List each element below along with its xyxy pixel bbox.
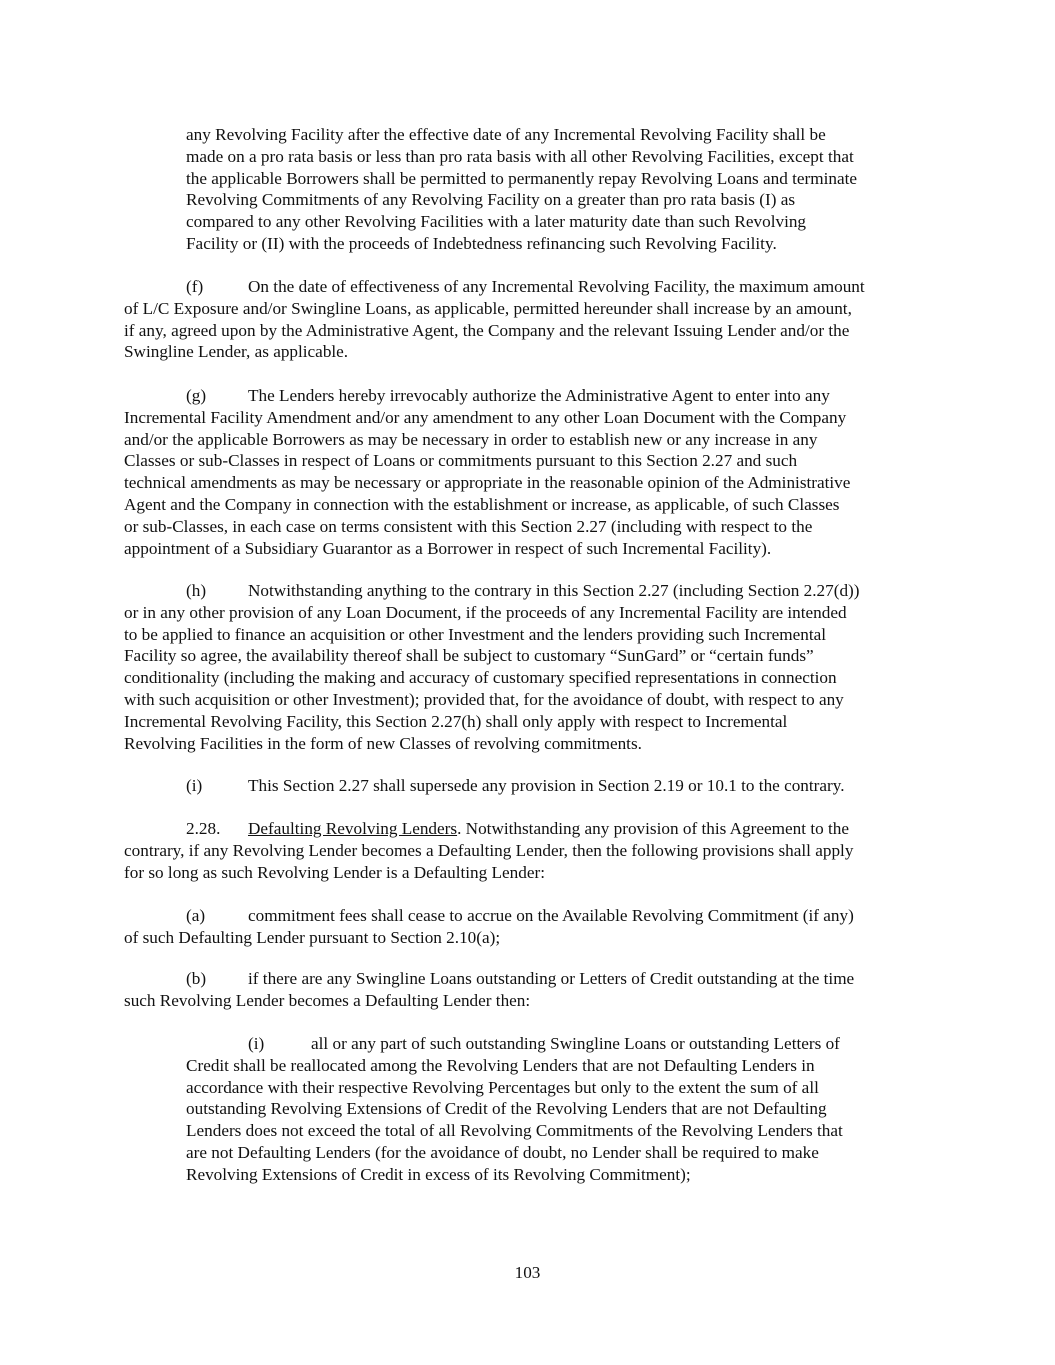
paragraph-label: (g) [186, 386, 207, 405]
paragraph-label: (h) [186, 581, 207, 600]
text-line [124, 968, 936, 990]
text-line: outstanding Revolving Extensions of Credit of the Revolving Lenders that are not Defaulting [186, 1099, 827, 1119]
paragraph-label: (a) [186, 906, 206, 925]
paragraph-label: (f) [186, 277, 204, 296]
text-line [124, 818, 936, 840]
text-line: and/or the applicable Borrowers as may be necessary in order to establish new or any increase in any [124, 429, 818, 449]
text-run: The Lenders hereby irrevocably authorize the Administrative Agent to enter into any [248, 386, 830, 405]
paragraph-i [124, 775, 936, 797]
text-line: or in any other provision of any Loan Document, if the proceeds of any Incremental Facility are intended [124, 602, 847, 622]
text-line: Revolving Facilities in the form of new Classes of revolving commitments. [124, 733, 642, 753]
text-line: to be applied to finance an acquisition or other Investment and the lenders providing such Incremental [124, 624, 827, 644]
text-run: if there are any Swingline Loans outstanding or Letters of Credit outstanding at the time [248, 969, 855, 988]
text-line [124, 775, 936, 797]
text-line: Revolving Commitments of any Revolving Facility on a greater than pro rata basis (I) as [186, 190, 796, 210]
text-line [124, 385, 936, 407]
text-line: made on a pro rata basis or less than pro rata basis with all other Revolving Facilities, except that [186, 146, 854, 166]
text-run: Notwithstanding anything to the contrary in this Section 2.27 (including Section 2.27(d)) [248, 581, 860, 600]
paragraph-g [124, 385, 936, 559]
paragraph-b-i [186, 1033, 936, 1186]
paragraph-label: (i) [248, 1034, 265, 1053]
text-line: Incremental Revolving Facility, this Section 2.27(h) shall only apply with respect to Incremental [124, 711, 788, 731]
text-line: Incremental Facility Amendment and/or any amendment to any other Loan Document with the Company [124, 407, 847, 427]
text-line: if any, agreed upon by the Administrative Agent, the Company and the relevant Issuing Lender and/or the [124, 320, 850, 340]
text-line [124, 276, 936, 298]
text-run: commitment fees shall cease to accrue on the Available Revolving Commitment (if any) [248, 906, 854, 925]
text-line: Agent and the Company in connection with the establishment or increase, as applicable, of such Classes [124, 494, 840, 514]
text-line: the applicable Borrowers shall be permitted to permanently repay Revolving Loans and terminate [186, 168, 858, 188]
text-run: . Notwithstanding any provision of this Agreement to the [457, 819, 849, 838]
section-heading: Defaulting Revolving Lenders [248, 819, 458, 838]
text-line: Revolving Extensions of Credit in excess of its Revolving Commitment); [186, 1164, 691, 1184]
text-line: accordance with their respective Revolving Percentages but only to the extent the sum of all [186, 1077, 819, 1097]
text-line: contrary, if any Revolving Lender becomes a Defaulting Lender, then the following provisions shall apply [124, 840, 854, 860]
text-line: with such acquisition or other Investment); provided that, for the avoidance of doubt, with respect to any [124, 689, 844, 709]
text-line: Credit shall be reallocated among the Revolving Lenders that are not Defaulting Lenders in [186, 1055, 815, 1075]
text-line: for so long as such Revolving Lender is a Defaulting Lender: [124, 862, 545, 882]
paragraph-f [124, 276, 936, 363]
text-line: conditionality (including the making and accuracy of customary specified representations in connection [124, 668, 837, 688]
paragraph-h [124, 580, 936, 754]
text-line: Lenders does not exceed the total of all Revolving Commitments of the Revolving Lenders that [186, 1121, 843, 1141]
paragraph-a [124, 905, 936, 949]
section-2-28 [124, 818, 936, 883]
text-line: Classes or sub-Classes in respect of Loans or commitments pursuant to this Section 2.27 and such [124, 451, 798, 471]
text-line: such Revolving Lender becomes a Defaulting Lender then: [124, 990, 531, 1010]
text-line: compared to any other Revolving Facilities with a later maturity date than such Revolving [186, 212, 807, 232]
text-run: This Section 2.27 shall supersede any provision in Section 2.19 or 10.1 to the contrary. [248, 776, 845, 795]
continuation-paragraph [186, 124, 936, 255]
text-line: or sub-Classes, in each case on terms consistent with this Section 2.27 (including with respect to the [124, 516, 813, 536]
text-line [124, 905, 936, 927]
text-line: Facility or (II) with the proceeds of Indebtedness refinancing such Revolving Facility. [186, 233, 777, 253]
text-line: Swingline Lender, as applicable. [124, 342, 349, 362]
text-line: technical amendments as may be necessary or appropriate in the reasonable opinion of the Administrative [124, 473, 851, 493]
paragraph-label: (i) [186, 776, 203, 795]
paragraph-label: (b) [186, 969, 207, 988]
text-line: appointment of a Subsidiary Guarantor as a Borrower in respect of such Incremental Facility). [124, 538, 772, 558]
text-line: Facility so agree, the availability thereof shall be subject to customary “SunGard” or “certain funds” [124, 646, 814, 666]
text-line [186, 1033, 936, 1055]
page-number: 103 [514, 1263, 541, 1282]
text-line: of such Defaulting Lender pursuant to Section 2.10(a); [124, 927, 501, 947]
paragraph-b [124, 968, 936, 1012]
text-line: of L/C Exposure and/or Swingline Loans, as applicable, permitted hereunder shall increase by an amount, [124, 298, 852, 318]
text-run: all or any part of such outstanding Swingline Loans or outstanding Letters of [311, 1034, 840, 1053]
text-run: On the date of effectiveness of any Incremental Revolving Facility, the maximum amount [248, 277, 865, 296]
text-line: any Revolving Facility after the effective date of any Incremental Revolving Facility shall be [186, 125, 826, 144]
text-line: are not Defaulting Lenders (for the avoidance of doubt, no Lender shall be required to make [186, 1142, 819, 1162]
section-number: 2.28. [186, 819, 221, 838]
text-line [124, 580, 936, 602]
